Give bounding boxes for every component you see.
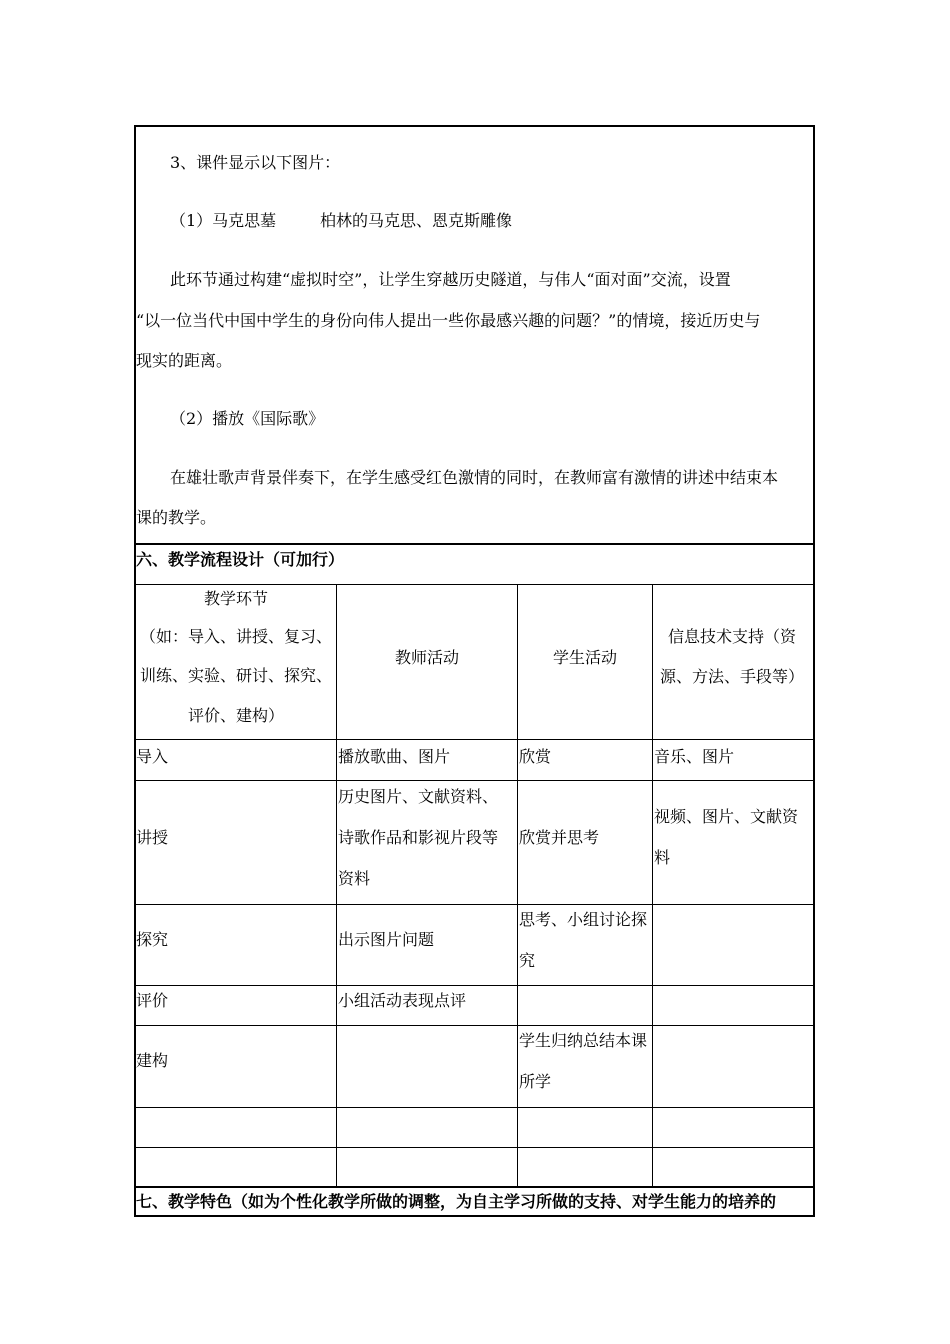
cell-teacher-activity-line3: 资料 [338,869,371,888]
paragraph-virtual-space-line2: “以一位当代中国中学生的身份向伟人提出一些你最感兴趣的问题？”的情境，接近历史与 [136,311,761,330]
cell-student-activity-line1: 思考、小组讨论探 [519,910,648,929]
cell-stage: 评价 [136,991,169,1010]
cell-teacher-activity-line1: 历史图片、文献资料、 [338,787,499,806]
divider [134,584,813,585]
paragraph-anthem-line1: 在雄壮歌声背景伴奏下，在学生感受红色激情的同时，在教师富有激情的讲述中结束本 [170,468,779,487]
divider [134,543,813,545]
header-col1-line1: 教学环节 [203,589,268,608]
paragraph-courseware-pictures: 3、课件显示以下图片： [170,153,341,172]
table-row-line [134,1147,813,1148]
cell-teacher-activity: 出示图片问题 [338,930,435,949]
cell-teacher-activity: 播放歌曲、图片 [338,747,451,766]
table-row-line [134,780,813,781]
paragraph-virtual-space-line3: 现实的距离。 [136,351,233,370]
table-row-line [134,739,813,740]
header-col1-line3: 训练、实验、研讨、探究、 [139,666,332,685]
table-column-line [336,584,337,1186]
cell-student-activity: 欣赏 [519,747,552,766]
cell-stage: 讲授 [136,828,169,847]
table-row-line [134,1025,813,1026]
paragraph-item-2: （2）播放《国际歌》 [170,409,325,428]
table-row-line [134,985,813,986]
cell-teacher-activity: 小组活动表现点评 [338,991,467,1010]
cell-it-support: 音乐、图片 [654,747,735,766]
cell-stage: 建构 [136,1051,169,1070]
cell-it-support-line1: 视频、图片、文献资 [654,807,799,826]
table-row-line [134,1186,813,1188]
cell-student-activity-line2: 究 [519,951,536,970]
table-row-line [134,904,813,905]
paragraph-item-1b: 柏林的马克思、恩克斯雕像 [320,211,513,230]
cell-student-activity-line1: 学生归纳总结本课 [519,1031,648,1050]
table-row-line [134,1107,813,1108]
header-it-support-line1: 信息技术支持（资 [667,627,796,646]
header-teacher-activity: 教师活动 [394,648,459,667]
paragraph-anthem-line2: 课的教学。 [136,508,217,527]
table-column-line [517,584,518,1186]
section-6-title: 六、教学流程设计（可加行） [136,550,345,569]
cell-it-support-line2: 料 [654,848,671,867]
cell-stage: 导入 [136,747,169,766]
paragraph-item-1a: （1）马克思墓 [170,211,277,230]
cell-stage: 探究 [136,930,169,949]
paragraph-virtual-space-line1: 此环节通过构建“虚拟时空”，让学生穿越历史隧道，与伟人“面对面”交流，设置 [170,270,731,289]
header-it-support-line2: 源、方法、手段等） [659,667,804,686]
cell-student-activity: 欣赏并思考 [519,828,600,847]
header-col1-line2: （如：导入、讲授、复习、 [139,627,332,646]
section-7-title: 七、教学特色（如为个性化教学所做的调整，为自主学习所做的支持、对学生能力的培养的 [136,1192,777,1211]
header-col1-line4: 评价、建构） [187,706,284,725]
cell-student-activity-line2: 所学 [519,1072,552,1091]
cell-teacher-activity-line2: 诗歌作品和影视片段等 [338,828,499,847]
header-student-activity: 学生活动 [552,648,617,667]
